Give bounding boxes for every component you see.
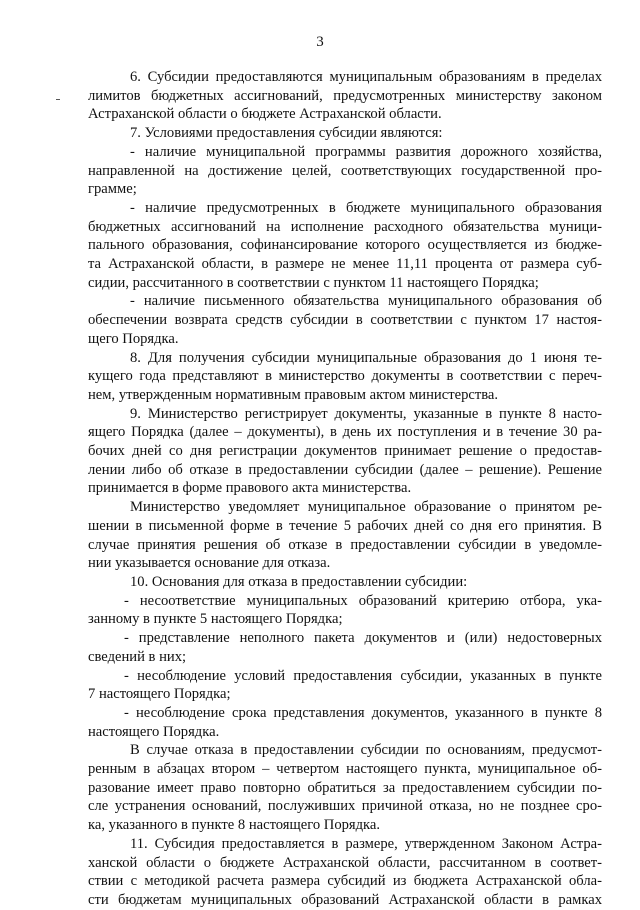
text-line: 10. Основания для отказа в предоставлении субсидии: <box>130 573 468 590</box>
text-line: лении либо об отказе в предоставлении субсидии (далее – решение). Решение <box>88 461 602 478</box>
text-line: - несоблюдение условий предоставления субсидии, указанных в пункте <box>124 667 602 684</box>
text-line: нем, утвержденным нормативным правовым актом министерства. <box>88 386 499 403</box>
text-line: - представление неполного пакета документов и (или) недостоверных <box>124 630 602 647</box>
paragraph <box>88 667 602 704</box>
text-line: занному в пункте 5 настоящего Порядка; <box>88 611 343 628</box>
text-line: - несоответствие муниципальных образований критерию отбора, ука- <box>124 592 602 609</box>
text-line: бюджетных ассигнований на исполнение расходного обязательства муници- <box>88 218 602 235</box>
margin-mark <box>56 99 60 100</box>
text-line: принимается в форме правового акта министерства. <box>88 480 412 497</box>
paragraph <box>88 629 602 666</box>
paragraph <box>88 741 602 835</box>
text-line: Министерство уведомляет муниципальное образование о принятом ре- <box>130 499 602 516</box>
paragraph <box>88 199 602 293</box>
paragraph <box>88 124 602 143</box>
text-line: разование имеет право повторно обратиться за предоставлением субсидии по- <box>88 779 602 796</box>
page-number: 3 <box>316 34 324 50</box>
text-line: - несоблюдение срока представления документов, указанного в пункте 8 <box>124 704 602 721</box>
text-line: ка, указанного в пункте 8 настоящего Порядка. <box>88 817 381 834</box>
text-line: кущего года представляют в министерство документы в соответствии с переч- <box>88 368 602 385</box>
paragraph <box>88 292 602 348</box>
text-line: настоящего Порядка. <box>88 723 220 740</box>
text-line: ханской области о бюджете Астраханской области, рассчитанном в соответ- <box>88 854 602 871</box>
text-line: - наличие муниципальной программы развития дорожного хозяйства, <box>130 143 602 160</box>
paragraph <box>88 573 602 592</box>
text-line: сведений в них; <box>88 648 187 665</box>
text-line: щего Порядка. <box>88 330 179 347</box>
text-line: направленной на достижение целей, соответствующих государственной про- <box>88 162 602 179</box>
text-line: 8. Для получения субсидии муниципальные образования до 1 июня те- <box>130 349 602 366</box>
text-line: ящего Порядка (далее – документы), в день их поступления и в течение 30 ра- <box>88 424 602 441</box>
document-body <box>88 68 602 910</box>
text-line: сидии, рассчитанного в соответствии с пунктом 11 настоящего Порядка; <box>88 274 539 291</box>
text-line: В случае отказа в предоставлении субсидии по основаниям, предусмот- <box>130 742 602 759</box>
text-line: - наличие предусмотренных в бюджете муниципального образования <box>130 199 602 216</box>
text-line: пального образования, софинансирование которого осуществляется из бюдже- <box>88 237 602 254</box>
paragraph <box>88 143 602 199</box>
text-line: сле устранения оснований, послуживших причиной отказа, но не позднее сро- <box>88 798 602 815</box>
text-line: ренным в абзацах втором – четвертом настоящего пункта, муниципальное об- <box>88 761 602 778</box>
text-line: Астраханской области о бюджете Астраханской области. <box>88 106 442 123</box>
text-line: нии указывается основание для отказа. <box>88 555 331 572</box>
paragraph <box>88 349 602 405</box>
paragraph <box>88 68 602 124</box>
paragraph <box>88 592 602 629</box>
text-line: ствии с методикой расчета размера субсидий из бюджета Астраханской обла- <box>88 873 602 890</box>
paragraph <box>88 835 602 910</box>
text-line: лимитов бюджетных ассигнований, предусмотренных министерству законом <box>88 87 602 104</box>
paragraph <box>88 405 602 499</box>
text-line: бочих дней со дня регистрации документов принимает решение о предостав- <box>88 443 602 460</box>
text-line: - наличие письменного обязательства муниципального образования об <box>130 293 602 310</box>
text-line: 7. Условиями предоставления субсидии являются: <box>130 125 443 142</box>
text-line: 7 настоящего Порядка; <box>88 686 231 703</box>
text-line: сти бюджетам муниципальных образований Астраханской области в рамках <box>88 891 602 908</box>
paragraph <box>88 704 602 741</box>
text-line: случае принятия решения об отказе в предоставлении субсидии в уведомле- <box>88 536 602 553</box>
paragraph <box>88 498 602 573</box>
text-line: обеспечении возврата средств субсидии в соответствии с пунктом 17 настоя- <box>88 312 602 329</box>
text-line: 9. Министерство регистрирует документы, указанные в пункте 8 насто- <box>130 405 602 422</box>
text-line: 11. Субсидия предоставляется в размере, утвержденном Законом Астра- <box>130 835 602 852</box>
text-line: грамме; <box>88 181 137 198</box>
text-line: шении в письменной форме в течение 5 рабочих дней со дня его принятия. В <box>88 517 602 534</box>
text-line: та Астраханской области, в размере не менее 11,11 процента от размера суб- <box>88 256 602 273</box>
text-line: 6. Субсидии предоставляются муниципальным образованиям в пределах <box>130 69 602 85</box>
